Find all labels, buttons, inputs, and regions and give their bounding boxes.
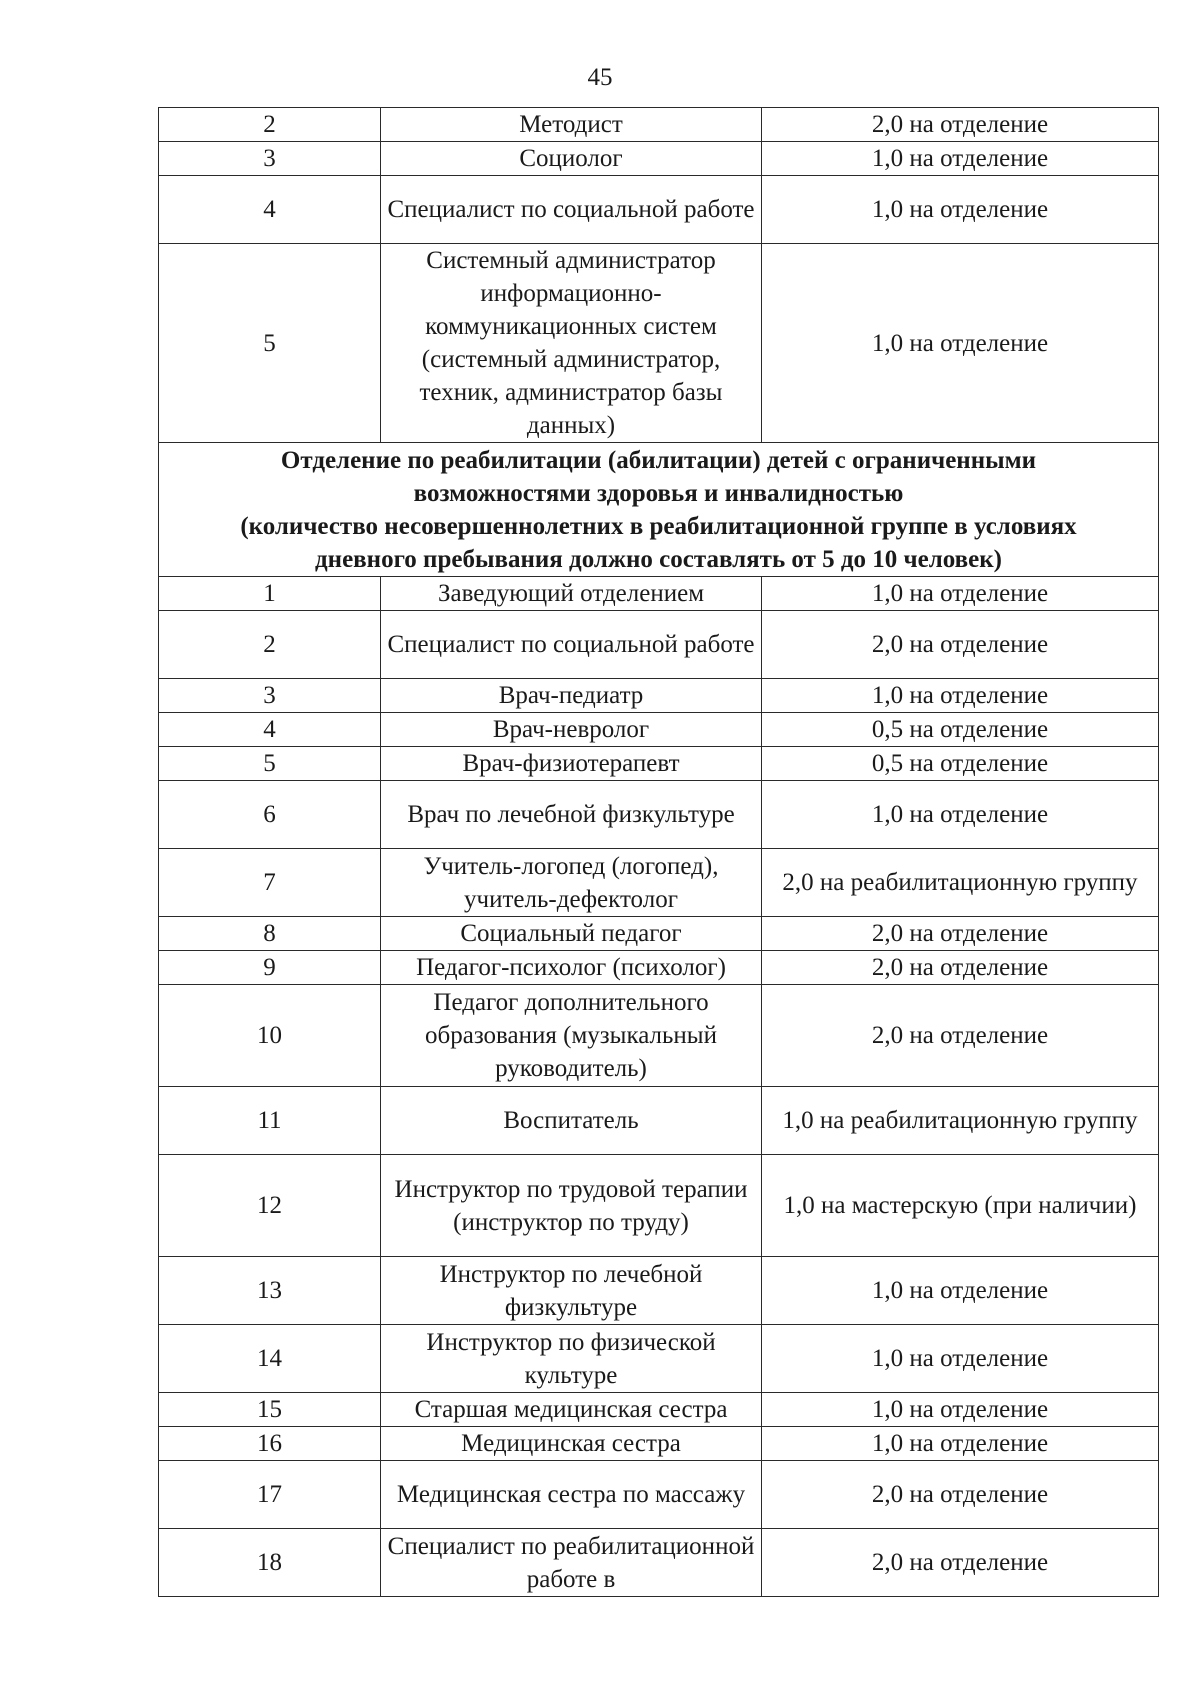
position-name: Специалист по реабилитационной работе в: [381, 1529, 762, 1597]
row-number: 8: [159, 917, 381, 951]
staff-norm: 1,0 на отделение: [762, 244, 1159, 443]
position-name: Медицинская сестра по массажу: [381, 1461, 762, 1529]
table-row: [159, 781, 1159, 849]
staff-norm: 2,0 на отделение: [762, 917, 1159, 951]
position-name: Социолог: [381, 142, 762, 176]
row-number: 5: [159, 747, 381, 781]
table-row: [159, 1393, 1159, 1427]
staff-norm: 2,0 на отделение: [762, 951, 1159, 985]
row-number: 4: [159, 176, 381, 244]
table-row: [159, 1257, 1159, 1325]
position-name: Медицинская сестра: [381, 1427, 762, 1461]
position-name: Инструктор по трудовой терапии (инструктор по труду): [381, 1155, 762, 1257]
section-note-line: (количество несовершеннолетних в реабилитационной группе в условиях: [240, 512, 1077, 540]
table-row: [159, 985, 1159, 1087]
position-name: Системный администратор информационно-коммуникационных систем (системный администратор, техник, администратор базы данных): [381, 244, 762, 443]
staff-norm: 2,0 на отделение: [762, 1461, 1159, 1529]
row-number: 18: [159, 1529, 381, 1597]
row-number: 11: [159, 1087, 381, 1155]
row-number: 9: [159, 951, 381, 985]
table-row: [159, 1155, 1159, 1257]
table-row: [159, 1087, 1159, 1155]
section-note-line: дневного пребывания должно составлять от 5 до 10 человек): [315, 545, 1002, 573]
staff-norm: 2,0 на реабилитационную группу: [762, 849, 1159, 917]
position-name: Специалист по социальной работе: [381, 611, 762, 679]
staff-norm: 1,0 на отделение: [762, 679, 1159, 713]
position-name: Социальный педагог: [381, 917, 762, 951]
row-number: 1: [159, 577, 381, 611]
table-row: [159, 713, 1159, 747]
staff-norm: 1,0 на реабилитационную группу: [762, 1087, 1159, 1155]
section-header: [159, 443, 1159, 577]
row-number: 7: [159, 849, 381, 917]
staff-norm: 1,0 на отделение: [762, 781, 1159, 849]
row-number: 5: [159, 244, 381, 443]
staff-norm: 1,0 на отделение: [762, 1393, 1159, 1427]
row-number: 2: [159, 611, 381, 679]
position-name: Врач-невролог: [381, 713, 762, 747]
section-header-row: [159, 443, 1159, 577]
row-number: 15: [159, 1393, 381, 1427]
position-name: Воспитатель: [381, 1087, 762, 1155]
row-number: 6: [159, 781, 381, 849]
table-row: [159, 108, 1159, 142]
staff-norm: 1,0 на отделение: [762, 577, 1159, 611]
staff-norm: 1,0 на отделение: [762, 176, 1159, 244]
staff-norm: 2,0 на отделение: [762, 611, 1159, 679]
table-row: [159, 951, 1159, 985]
table-row: [159, 917, 1159, 951]
staff-norm: 0,5 на отделение: [762, 747, 1159, 781]
table-row: [159, 176, 1159, 244]
row-number: 16: [159, 1427, 381, 1461]
row-number: 12: [159, 1155, 381, 1257]
position-name: Заведующий отделением: [381, 577, 762, 611]
table-row: [159, 849, 1159, 917]
table-row: [159, 1427, 1159, 1461]
row-number: 4: [159, 713, 381, 747]
row-number: 3: [159, 679, 381, 713]
table-row: [159, 1325, 1159, 1393]
staff-norm: 1,0 на отделение: [762, 1427, 1159, 1461]
position-name: Педагог-психолог (психолог): [381, 951, 762, 985]
staff-norm: 2,0 на отделение: [762, 1529, 1159, 1597]
position-name: Инструктор по физической культуре: [381, 1325, 762, 1393]
position-name: Специалист по социальной работе: [381, 176, 762, 244]
table-row: [159, 577, 1159, 611]
row-number: 3: [159, 142, 381, 176]
position-name: Врач по лечебной физкультуре: [381, 781, 762, 849]
position-name: Врач-физиотерапевт: [381, 747, 762, 781]
row-number: 13: [159, 1257, 381, 1325]
table-row: [159, 142, 1159, 176]
staff-norm: 2,0 на отделение: [762, 108, 1159, 142]
position-name: Инструктор по лечебной физкультуре: [381, 1257, 762, 1325]
position-name: Методист: [381, 108, 762, 142]
staff-norm: 0,5 на отделение: [762, 713, 1159, 747]
position-name: Учитель-логопед (логопед), учитель-дефектолог: [381, 849, 762, 917]
row-number: 17: [159, 1461, 381, 1529]
row-number: 10: [159, 985, 381, 1087]
staff-norm: 1,0 на отделение: [762, 1325, 1159, 1393]
table-row: [159, 1461, 1159, 1529]
staff-norm: 1,0 на отделение: [762, 1257, 1159, 1325]
staff-norm: 1,0 на мастерскую (при наличии): [762, 1155, 1159, 1257]
table-row: [159, 679, 1159, 713]
position-name: Старшая медицинская сестра: [381, 1393, 762, 1427]
row-number: 2: [159, 108, 381, 142]
table-row: [159, 611, 1159, 679]
row-number: 14: [159, 1325, 381, 1393]
table-row: [159, 244, 1159, 443]
section-title-line: возможностями здоровья и инвалидностью: [413, 479, 904, 507]
position-name: Педагог дополнительного образования (музыкальный руководитель): [381, 985, 762, 1087]
table-row: [159, 747, 1159, 781]
position-name: Врач-педиатр: [381, 679, 762, 713]
table-row: [159, 1529, 1159, 1597]
staff-table: [158, 107, 1159, 1597]
staff-norm: 2,0 на отделение: [762, 985, 1159, 1087]
staff-norm: 1,0 на отделение: [762, 142, 1159, 176]
section-title-line: Отделение по реабилитации (абилитации) детей с ограниченными: [280, 446, 1037, 474]
page-number: 45: [587, 64, 613, 91]
